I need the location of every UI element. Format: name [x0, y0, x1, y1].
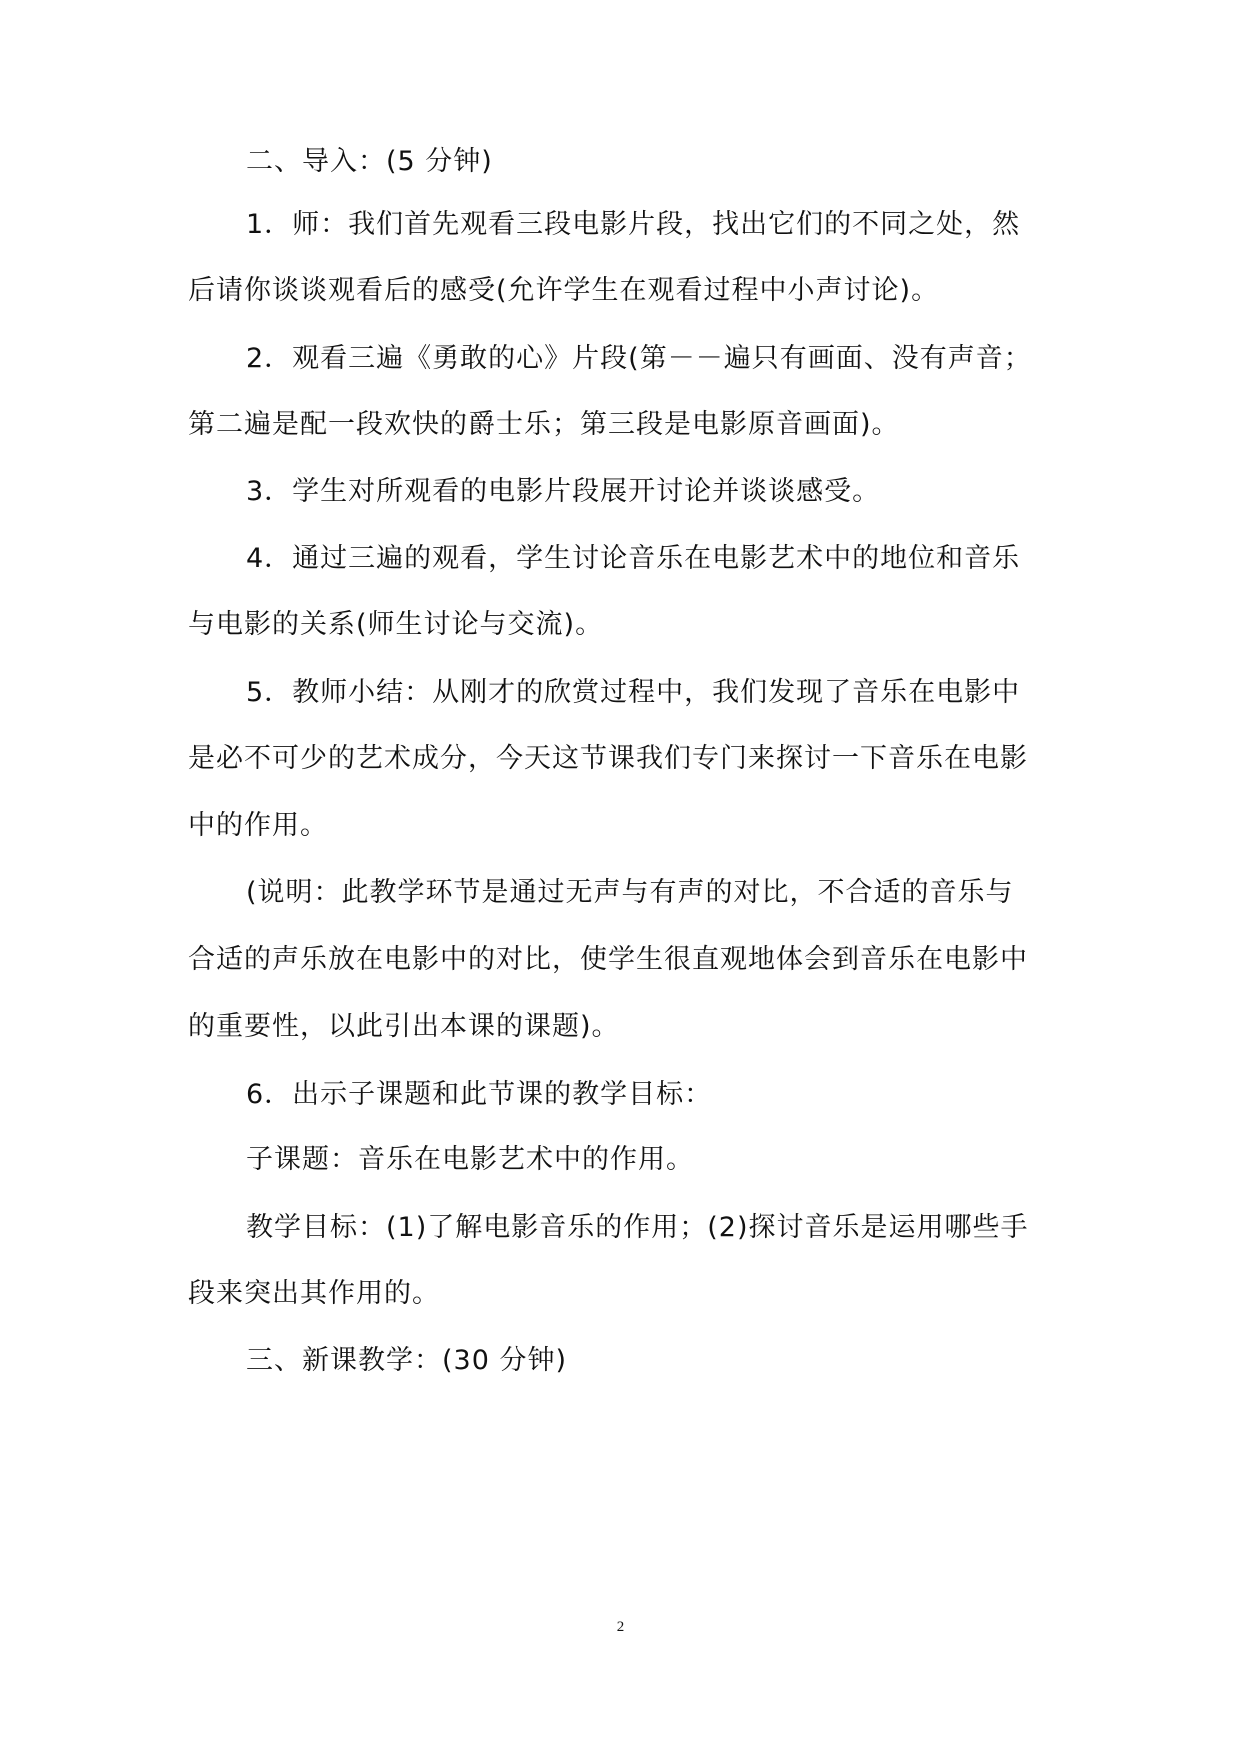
paragraph-line: 4．通过三遍的观看，学生讨论音乐在电影艺术中的地位和音乐: [246, 543, 1021, 574]
paragraph-line: (说明：此教学环节是通过无声与有声的对比，不合适的音乐与: [246, 877, 1014, 908]
paragraph-line: 与电影的关系(师生讨论与交流)。: [188, 609, 604, 640]
paragraph-line: 是必不可少的艺术成分，今天这节课我们专门来探讨一下音乐在电影: [188, 743, 1028, 774]
paragraph-line: 3．学生对所观看的电影片段展开讨论并谈谈感受。: [246, 476, 881, 507]
section-heading-import: 二、导入：(5 分钟): [246, 146, 493, 177]
paragraph-line: 6．出示子课题和此节课的教学目标：: [246, 1079, 713, 1110]
paragraph-line: 子课题：音乐在电影艺术中的作用。: [246, 1144, 694, 1175]
paragraph-line: 后请你谈谈观看后的感受(允许学生在观看过程中小声讨论)。: [188, 275, 940, 306]
paragraph-line: 合适的声乐放在电影中的对比，使学生很直观地体会到音乐在电影中: [188, 944, 1028, 975]
paragraph-line: 段来突出其作用的。: [188, 1278, 440, 1309]
paragraph-line: 第二遍是配一段欢快的爵士乐；第三段是电影原音画面)。: [188, 409, 900, 440]
page-number: 2: [616, 1619, 625, 1635]
paragraph-line: 5．教师小结：从刚才的欣赏过程中，我们发现了音乐在电影中: [246, 677, 1021, 708]
paragraph-line: 2．观看三遍《勇敢的心》片段(第－－遍只有画面、没有声音；: [246, 343, 1032, 374]
paragraph-line: 1．师：我们首先观看三段电影片段，找出它们的不同之处，然: [246, 209, 1021, 240]
paragraph-line: 的重要性，以此引出本课的课题)。: [188, 1011, 620, 1042]
section-heading-new-lesson: 三、新课教学：(30 分钟): [246, 1345, 568, 1376]
paragraph-line: 中的作用。: [188, 810, 328, 841]
paragraph-line: 教学目标：(1)了解电影音乐的作用；(2)探讨音乐是运用哪些手: [246, 1212, 1029, 1243]
